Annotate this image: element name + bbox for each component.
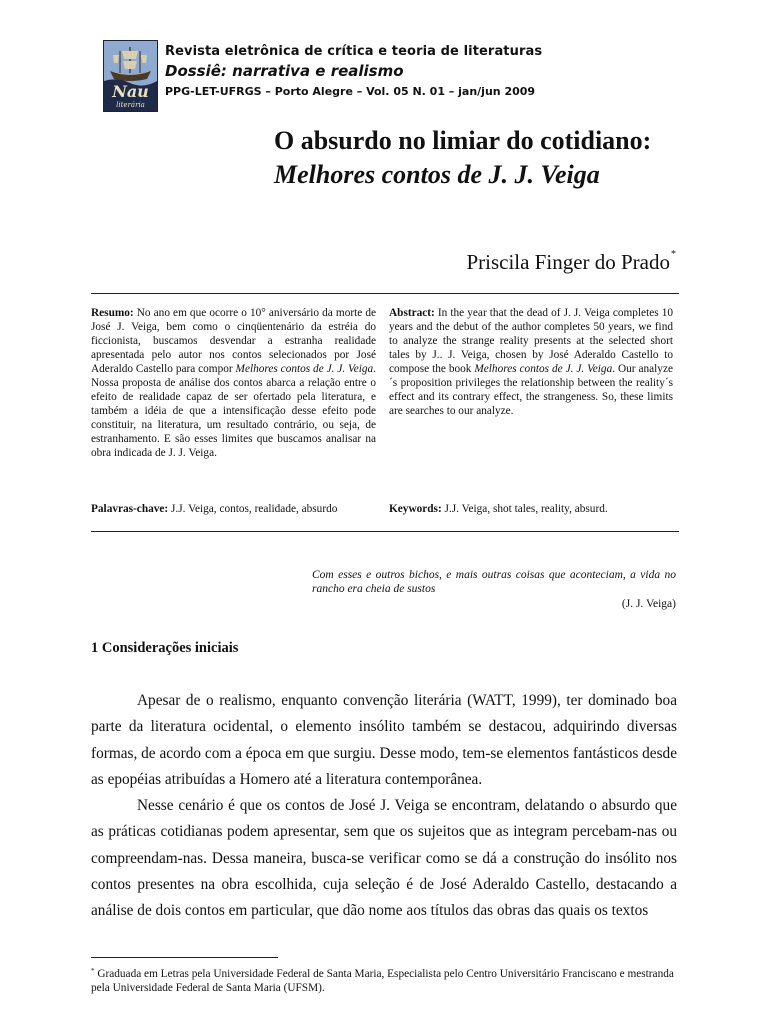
resumo-label: Resumo: — [91, 307, 134, 319]
keywords-pt-label: Palavras-chave: — [91, 503, 169, 515]
journal-header — [165, 44, 542, 98]
dossier-title: Dossiê: narrativa e realismo — [165, 62, 404, 80]
footnote — [91, 964, 677, 995]
resumo-text-1: No ano em que ocorre o 10° aniversário da morte de José J. Veiga, bem como o cinqüentenário da estréia do ficcionista, buscamos desvendar a estranha realidade apresentada pelo autor nos contos selecionados por José Aderaldo Castello para compor — [91, 307, 376, 375]
footnote-text: Graduada em Letras pela Universidade Federal de Santa Maria, Especialista pelo Centro Universitário Franciscano e mestranda pela Universidade Federal de Santa Maria (UFSM). — [91, 968, 674, 994]
abstract-text-2: . Our analyze´s proposition privileges the relationship between the reality´s effect and its contrary effect, the strangeness. So, these limits are searches to our analyze. — [389, 363, 673, 417]
journal-issue: PPG-LET-UFRGS – Porto Alegre – Vol. 05 N. 01 – jan/jun 2009 — [165, 85, 536, 98]
footnote-rule — [91, 957, 278, 958]
keywords-pt-text: J.J. Veiga, contos, realidade, absurdo — [168, 503, 338, 515]
epigraph-text: Com esses e outros bichos, e mais outras coisas que aconteciam, a vida no rancho era cheia de sustos — [312, 569, 676, 595]
section-heading: 1 Considerações iniciais — [91, 640, 239, 656]
footnote-mark: * — [91, 967, 95, 975]
article-author — [466, 249, 676, 275]
abstract-italic: Melhores contos de J. J. Veiga — [474, 363, 613, 375]
title-italic: Melhores contos de J. J. Veiga — [274, 160, 600, 189]
journal-logo — [103, 40, 158, 112]
abstract-block — [389, 306, 673, 418]
abstract-top-rule — [91, 293, 679, 294]
paragraph-2: Nesse cenário é que os contos de José J. Veiga se encontram, delatando o absurdo que as práticas cotidianas podem apresentar, sem que os sujeitos que as integram percebam-nas ou compreendam-nas. Dessa maneira, busca-se verificar como se dá a construção do insólito nos contos presentes na obra escolhida, cuja seleção é de José Aderaldo Castello, destacando a análise de dois contos em particular, que dão nome aos títulos das obras das quais os textos — [91, 797, 677, 920]
resumo-text-2: . Nossa proposta de análise dos contos abarca a relação entre o efeito de realidade capaz de ser ofertado pela literatura, e também a idéia de que a intensificação desse efeito pode constituir, na literatura, um resultado contrário, ou seja, de estranhamento. E são esses limites que buscamos analisar na obra indicada de J. J. Veiga. — [91, 363, 376, 459]
epigraph-source: (J. J. Veiga) — [621, 598, 676, 610]
abstract-bottom-rule — [91, 531, 679, 532]
abstract-label: Abstract: — [389, 307, 435, 319]
keywords-en-label: Keywords: — [389, 503, 442, 515]
journal-name: Revista eletrônica de crítica e teoria de literaturas — [165, 44, 543, 59]
paragraph-1: Apesar de o realismo, enquanto convenção literária (WATT, 1999), ter dominado boa parte da literatura ocidental, o elemento insólito também se destacou, adquirindo diversas formas, de acordo com a época em que surgiu. Desse modo, tem-se elementos fantásticos desde as epopéias atribuídas a Homero até a literatura contemporânea. — [91, 692, 677, 788]
resumo-block — [91, 306, 376, 460]
article-title — [274, 124, 674, 192]
keywords-en-text: J.J. Veiga, shot tales, reality, absurd. — [441, 503, 608, 515]
keywords-en — [389, 503, 679, 515]
author-footnote-mark[interactable]: * — [671, 249, 676, 260]
logo-text: Nau — [112, 82, 149, 101]
keywords-pt — [91, 503, 381, 515]
title-main: O absurdo no limiar do cotidiano: — [274, 126, 652, 155]
resumo-italic: Melhores contos de J. J. Veiga — [235, 363, 374, 375]
abstract-text-1: In the year that the dead of J. J. Veiga completes 10 years and the debut of the author completes 50 years, we find to analyze the strange reality presents at the selected short tales by J.. J. Veiga, chosen by José Aderaldo Castello to compose the book — [389, 307, 673, 375]
author-name: Priscila Finger do Prado — [466, 250, 670, 274]
body-text — [91, 688, 677, 925]
logo-subtext: literária — [116, 101, 145, 109]
